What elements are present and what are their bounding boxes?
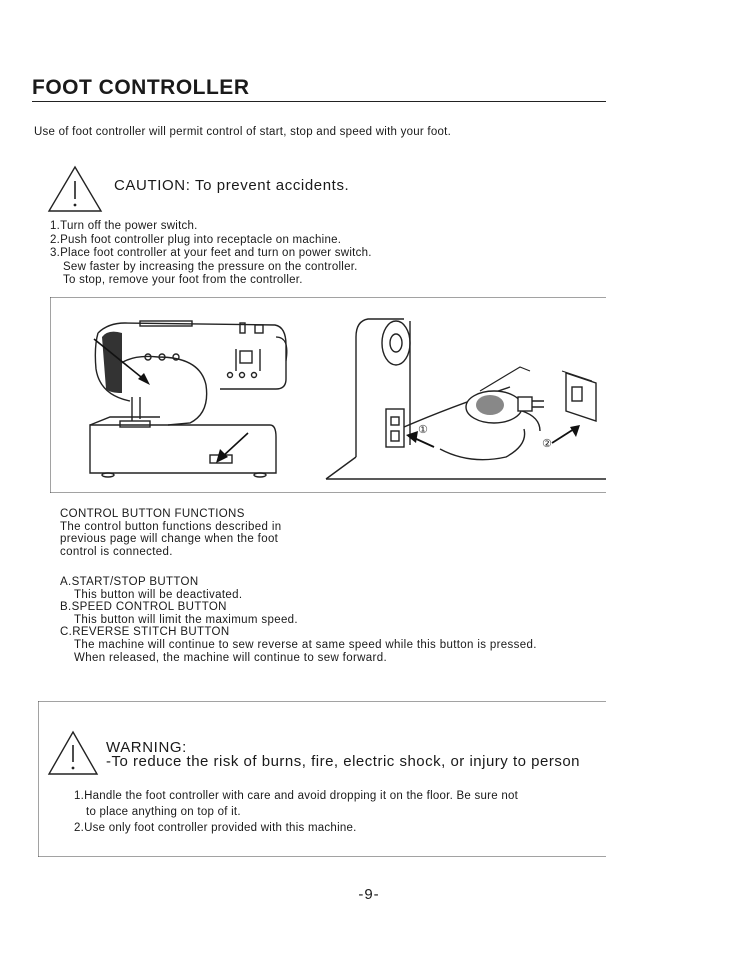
callout-1: ① [418, 423, 428, 436]
warning-triangle-icon [46, 730, 100, 783]
section-title: FOOT CONTROLLER [32, 76, 250, 99]
list-item: to place anything on top of it. [86, 806, 241, 818]
control-functions-block [60, 508, 281, 558]
list-item-note: To stop, remove your foot from the controller. [63, 274, 303, 286]
button-desc: When released, the machine will continue to sew forward. [74, 651, 387, 664]
control-functions-title: CONTROL BUTTON FUNCTIONS [60, 508, 245, 520]
intro-text: Use of foot controller will permit control of start, stop and speed with your foot. [34, 126, 452, 138]
page-number: -9- [358, 886, 380, 903]
sewing-machine-drawing [90, 321, 287, 477]
callout-2: ② [542, 437, 552, 450]
warning-triangle-icon [46, 164, 104, 221]
steps-list [50, 220, 372, 288]
button-label: B.SPEED CONTROL BUTTON [60, 601, 227, 614]
button-desc: The machine will continue to sew reverse at same speed while this button is pressed. [74, 638, 537, 651]
warning-subtitle: -To reduce the risk of burns, fire, electric shock, or injury to person [106, 753, 581, 770]
list-item: 2.Use only foot controller provided with this machine. [74, 822, 357, 834]
control-functions-line: control is connected. [60, 545, 173, 558]
list-item: 1.Handle the foot controller with care and avoid dropping it on the floor. Be sure not [74, 790, 519, 802]
button-label: A.START/STOP BUTTON [60, 576, 199, 588]
control-functions-line: The control button functions described in [60, 520, 282, 533]
button-label: C.REVERSE STITCH BUTTON [60, 626, 230, 639]
warning-items [74, 788, 518, 836]
caution-heading: CAUTION: To prevent accidents. [114, 177, 350, 194]
control-functions-line: previous page will change when the foot [60, 533, 279, 545]
button-desc: This button will be deactivated. [74, 588, 243, 601]
list-item: 2.Push foot controller plug into receptacle on machine. [50, 233, 342, 246]
list-item-note: Sew faster by increasing the pressure on the controller. [63, 260, 358, 273]
title-underline [32, 101, 606, 102]
button-desc: This button will limit the maximum speed. [74, 613, 298, 626]
pedal-connection-drawing [326, 319, 606, 479]
button-functions-list [60, 576, 537, 664]
foot-controller-illustration [50, 297, 606, 493]
list-item: 1.Turn off the power switch. [50, 220, 198, 232]
list-item: 3.Place foot controller at your feet and turn on power switch. [50, 247, 372, 259]
warning-title: WARNING: [106, 739, 187, 756]
